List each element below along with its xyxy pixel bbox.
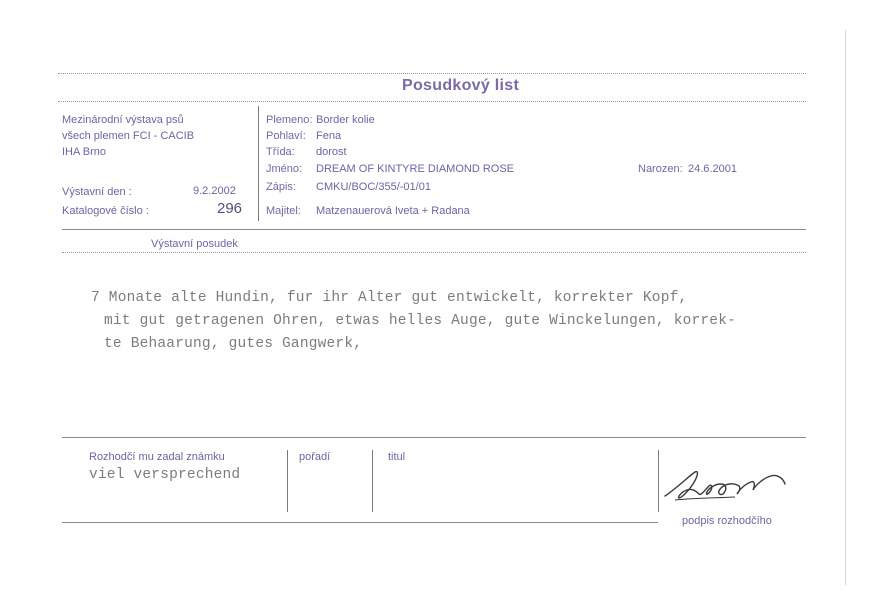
show-venue: IHA Brno — [62, 146, 107, 158]
show-day-label: Výstavní den : — [62, 186, 132, 198]
dog-name-label: Jméno: — [266, 163, 303, 175]
grade-value: viel versprechend — [89, 467, 241, 483]
header-bottom-line — [62, 229, 806, 230]
footer-bottom-line — [62, 522, 658, 523]
form-title: Posudkový list — [402, 77, 520, 94]
sex-label: Pohlaví: — [266, 130, 306, 142]
assessment-line-1: 7 Monate alte Hundin, fur ihr Alter gut entwickelt, korrekter Kopf, — [91, 290, 688, 306]
rank-divider — [287, 450, 288, 512]
class-value: dorost — [316, 146, 347, 158]
show-day-value: 9.2.2002 — [193, 185, 236, 197]
born-value: 24.6.2001 — [688, 163, 737, 175]
top-border — [58, 73, 806, 74]
rank-label: pořadí — [299, 451, 331, 463]
catalog-number-label: Katalogové číslo : — [62, 205, 149, 217]
titul-label: titul — [388, 451, 406, 463]
registration-label: Zápis: — [266, 181, 296, 193]
sex-value: Fena — [316, 130, 342, 142]
show-name-line2: všech plemen FCI - CACIB — [62, 130, 195, 142]
dog-name-value: DREAM OF KINTYRE DIAMOND ROSE — [316, 163, 515, 175]
breed-value: Border kolie — [316, 114, 375, 126]
assessment-line-2: mit gut getragenen Ohren, etwas helles Auge, gute Winckelungen, korrek- — [104, 313, 737, 329]
show-name-line1: Mezinárodní výstava psů — [62, 114, 184, 126]
assessment-line-3: te Behaarung, gutes Gangwerk, — [104, 336, 363, 352]
breed-label: Plemeno: — [266, 114, 313, 126]
owner-value: Matzenauerová Iveta + Radana — [316, 205, 470, 217]
registration-value: CMKU/BOC/355/-01/01 — [316, 181, 431, 193]
judge-signature-mark — [655, 462, 815, 512]
title-divider — [58, 101, 806, 102]
title-divider-vertical — [372, 450, 373, 512]
catalog-number-value: 296 — [217, 200, 243, 217]
owner-label: Majitel: — [266, 205, 301, 217]
signature-label: podpis rozhodčího — [682, 515, 772, 527]
class-label: Třída: — [266, 146, 295, 158]
page-edge — [845, 30, 846, 585]
info-divider — [258, 106, 259, 221]
born-label: Narozen: — [638, 163, 683, 175]
grade-label: Rozhodčí mu zadal známku — [89, 451, 225, 463]
assessment-label: Výstavní posudek — [151, 238, 238, 250]
footer-top-line — [62, 437, 806, 438]
assessment-label-line — [62, 252, 806, 253]
